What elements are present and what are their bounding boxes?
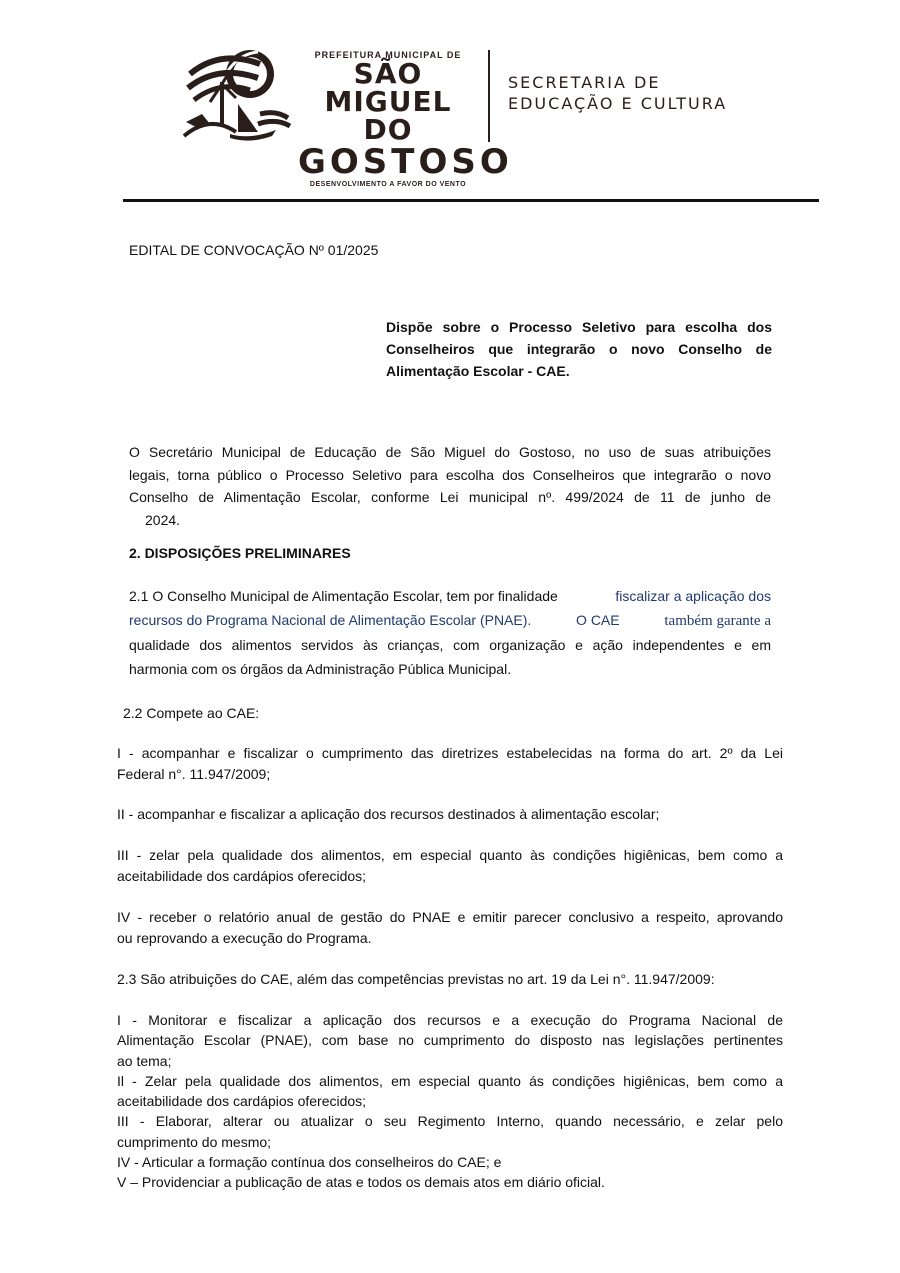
logo-wordmark — [298, 50, 513, 188]
ementa-line: Dispõe sobre o Processo Seletivo para escolha dos — [386, 319, 772, 335]
atribuicao-line: V – Providenciar a publicação de atas e todos os demais atos em diário oficial. — [117, 1174, 605, 1191]
secretaria-title — [508, 72, 727, 114]
compete-item-4 — [117, 907, 783, 949]
intro-line: O Secretário Municipal de Educação de São Miguel do Gostoso, no uso de suas atribuições — [129, 444, 771, 460]
intro-line: legais, torna público o Processo Seletivo para escolha dos Conselheiros que integrarão o novo — [129, 466, 771, 483]
secretaria-line1: SECRETARIA DE — [508, 73, 661, 92]
atribuicao-line: Alimentação Escolar (PNAE), com base no cumprimento do disposto nas legislações pertinentes — [117, 1032, 783, 1049]
p21-highlight: O CAE — [576, 612, 620, 628]
compete-item-2: II - acompanhar e fiscalizar a aplicação dos recursos destinados à alimentação escolar; — [117, 806, 660, 822]
atribuicao-line: aceitabilidade dos cardápios oferecidos; — [117, 1093, 367, 1110]
atribuicoes-list — [117, 1010, 783, 1193]
header-rule — [123, 199, 819, 202]
section-heading: 2. DISPOSIÇÕES PRELIMINARES — [129, 545, 351, 561]
atribuicao-line: ao tema; — [117, 1052, 172, 1069]
p21-highlight: fiscalizar a aplicação dos — [615, 588, 771, 604]
intro-paragraph — [129, 441, 771, 531]
letterhead — [0, 0, 900, 200]
intro-line: Conselho de Alimentação Escolar, conforme Lei municipal nº. 499/2024 de 11 de junho de — [129, 489, 771, 505]
logo-city-line1: SÃO MIGUEL DO — [324, 57, 452, 146]
atribuicao-line: I - Monitorar e fiscalizar a aplicação dos recursos e a execução do Programa Nacional de — [117, 1012, 783, 1028]
compete-item-3 — [117, 845, 783, 887]
atribuicao-line: Il - Zelar pela qualidade dos alimentos, em especial quanto ás condições higiênicas, bem como a — [117, 1072, 783, 1089]
paragraph-2-3-title: 2.3 São atribuições do CAE, além das competências previstas no art. 19 da Lei n°. 11.947/2009: — [117, 971, 715, 987]
atribuicao-line: cumprimento do mesmo; — [117, 1133, 272, 1150]
compete-line: III - zelar pela qualidade dos alimentos, em especial quanto às condições higiênicas, bem como a — [117, 847, 783, 863]
atribuicao-line: IV - Articular a formação contínua dos conselheiros do CAE; e — [117, 1154, 502, 1171]
header-divider — [488, 50, 490, 142]
document-title: EDITAL DE CONVOCAÇÃO Nº 01/2025 — [129, 242, 379, 258]
compete-item-1 — [117, 743, 783, 785]
p21-line: harmonia com os órgãos da Administração Pública Municipal. — [129, 661, 512, 677]
p21-line — [129, 584, 771, 608]
atribuicao-line: III - Elaborar, alterar ou atualizar o seu Regimento Interno, quando necessário, e zelar pelo — [117, 1113, 783, 1130]
ementa-line: Alimentação Escolar - CAE. — [386, 363, 570, 379]
compete-line: ou reprovando a execução do Programa. — [117, 930, 372, 946]
compete-line: Federal n°. 11.947/2009; — [117, 766, 271, 782]
ementa-line: Conselheiros que integrarão o novo Conselho de — [386, 341, 772, 357]
municipal-logo-icon — [180, 44, 292, 144]
p21-serif-text: também garante a — [664, 613, 771, 629]
intro-line: 2024. — [145, 511, 181, 528]
p21-line — [129, 608, 771, 633]
ementa — [386, 316, 772, 382]
p21-text: 2.1 O Conselho Municipal de Alimentação Escolar, tem por finalidade — [129, 588, 558, 604]
logo-slogan: DESENVOLVIMENTO A FAVOR DO VENTO — [309, 181, 467, 188]
secretaria-line2: EDUCAÇÃO E CULTURA — [508, 94, 728, 113]
compete-line: IV - receber o relatório anual de gestão do PNAE e emitir parecer conclusivo a respeito, aprovando — [117, 909, 783, 925]
compete-line: I - acompanhar e fiscalizar o cumprimento das diretrizes estabelecidas na forma do art. 2º da Lei — [117, 745, 783, 761]
p21-highlight: recursos do Programa Nacional de Alimentação Escolar (PNAE). — [129, 612, 532, 628]
logo-city-line2: GOSTOSO — [298, 142, 513, 182]
logo-prefeitura: PREFEITURA MUNICIPAL DE — [314, 50, 462, 60]
paragraph-2-2-title: 2.2 Compete ao CAE: — [123, 705, 260, 721]
p21-line: qualidade dos alimentos servidos às crianças, com organização e ação independentes e em — [129, 637, 771, 653]
compete-line: aceitabilidade dos cardápios oferecidos; — [117, 868, 367, 884]
paragraph-2-1 — [129, 584, 771, 681]
p21-tail — [129, 633, 771, 681]
